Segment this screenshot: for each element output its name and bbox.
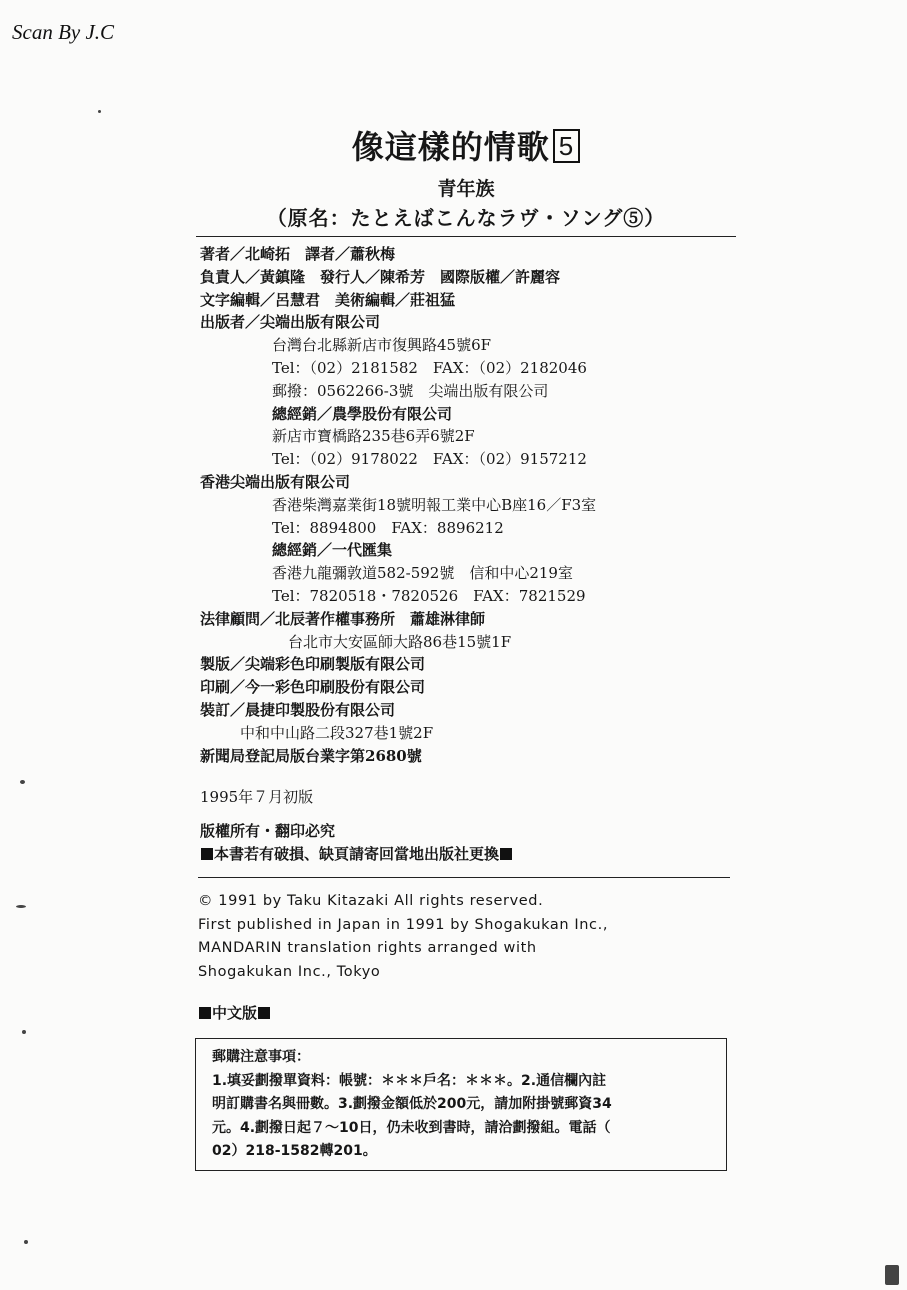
copyright-line-4: Shogakukan Inc., Tokyo xyxy=(198,963,381,980)
notice-line-4: 02）218-1582轉201。 xyxy=(212,1143,377,1159)
binding-address: 中和中山路二段327巷1號2F xyxy=(240,723,434,742)
hk-address: 香港柴灣嘉業街18號明報工業中心B座16／F3室 xyxy=(272,495,597,514)
book-title xyxy=(196,122,736,168)
hk-distributor-line: 總經銷／一代匯集 xyxy=(272,541,393,560)
edition-label-text: 中文版 xyxy=(212,1004,258,1022)
scan-watermark: Scan By J.C xyxy=(12,20,115,44)
square-bullet-icon xyxy=(201,848,213,860)
credits-block xyxy=(200,243,700,767)
notice-title: 郵購注意事項： xyxy=(212,1049,310,1065)
publisher-postal: 郵撥：0562266-3號 尖端出版有限公司 xyxy=(272,381,549,400)
responsible-line: 負責人／黃鎮隆 發行人／陳希芳 國際版權／許麗容 xyxy=(200,267,561,286)
copyright-line-1: © 1991 by Taku Kitazaki All rights reserved. xyxy=(198,893,544,909)
distributor-address: 新店市寶橋路235巷6弄6號2F xyxy=(272,427,475,446)
binding-line: 裝訂／晨捷印製股份有限公司 xyxy=(200,700,396,719)
printing-line: 印刷／今一彩色印刷股份有限公司 xyxy=(200,678,426,697)
copyright-line-3: MANDARIN translation rights arranged with xyxy=(198,940,537,956)
rights-block xyxy=(200,820,513,866)
legal-line: 法律顧問／北辰著作權事務所 蕭雄淋律師 xyxy=(200,609,486,628)
notice-line-3: 元。4.劃撥日起７～10日，仍未收到書時，請洽劃撥組。電話（ xyxy=(212,1119,611,1136)
publisher-tel: Tel：（02）2181582 FAX：（02）2182046 xyxy=(272,358,587,377)
plate-line: 製版／尖端彩色印刷製版有限公司 xyxy=(200,655,426,674)
scan-speck xyxy=(885,1265,899,1285)
scan-speck xyxy=(22,1030,26,1034)
rights-line-2-text: 本書若有破損、缺頁請寄回當地出版社更換 xyxy=(214,845,500,863)
notice-line-2: 明訂購書名與冊數。3.劃撥金額低於200元，請加附掛號郵資34 xyxy=(212,1096,612,1112)
original-title: （原名：たとえばこんなラヴ・ソング⑤） xyxy=(266,206,666,230)
scan-speck xyxy=(20,780,25,784)
square-bullet-icon xyxy=(500,848,512,860)
license-line: 新聞局登記局版台業字第2680號 xyxy=(200,746,422,765)
author-line: 著者／北崎拓 譯者／蕭秋梅 xyxy=(200,245,396,263)
publisher-line: 出版者／尖端出版有限公司 xyxy=(200,313,381,332)
volume-number: 5 xyxy=(553,129,580,163)
distributor-line: 總經銷／農學股份有限公司 xyxy=(272,404,453,423)
distributor-tel: Tel：（02）9178022 FAX：（02）9157212 xyxy=(272,450,587,469)
mail-order-notice xyxy=(195,1038,727,1171)
title-divider xyxy=(196,236,736,237)
square-bullet-icon xyxy=(258,1007,270,1019)
editors-line: 文字編輯／呂慧君 美術編輯／莊祖猛 xyxy=(200,290,456,309)
legal-address: 台北市大安區師大路86巷15號1F xyxy=(288,632,512,651)
scan-speck xyxy=(16,905,26,908)
scan-speck xyxy=(98,110,101,113)
hk-tel: Tel：8894800 FAX：8896212 xyxy=(272,518,504,537)
series-subtitle: 青年族 xyxy=(437,178,495,200)
publisher-address: 台灣台北縣新店市復興路45號6F xyxy=(272,336,492,355)
rights-line-2 xyxy=(200,843,513,866)
english-copyright xyxy=(198,890,718,984)
notice-line-1: 1.填妥劃撥單資料：帳號：＊＊＊戶名：＊＊＊。2.通信欄內註 xyxy=(212,1072,607,1089)
edition-date: 1995年７月初版 xyxy=(200,788,314,806)
hk-distributor-address: 香港九龍彌敦道582-592號 信和中心219室 xyxy=(272,564,573,583)
hk-distributor-tel: Tel：7820518・7820526 FAX：7821529 xyxy=(272,586,586,605)
rights-line-1: 版權所有・翻印必究 xyxy=(200,822,336,840)
hk-publisher-line: 香港尖端出版有限公司 xyxy=(200,472,351,491)
rights-divider xyxy=(198,877,730,878)
book-title-text: 像這樣的情歌 xyxy=(351,128,550,166)
edition-label xyxy=(198,1002,271,1023)
scan-speck xyxy=(24,1240,28,1244)
copyright-line-2: First published in Japan in 1991 by Shogakukan Inc., xyxy=(198,916,609,933)
square-bullet-icon xyxy=(199,1007,211,1019)
